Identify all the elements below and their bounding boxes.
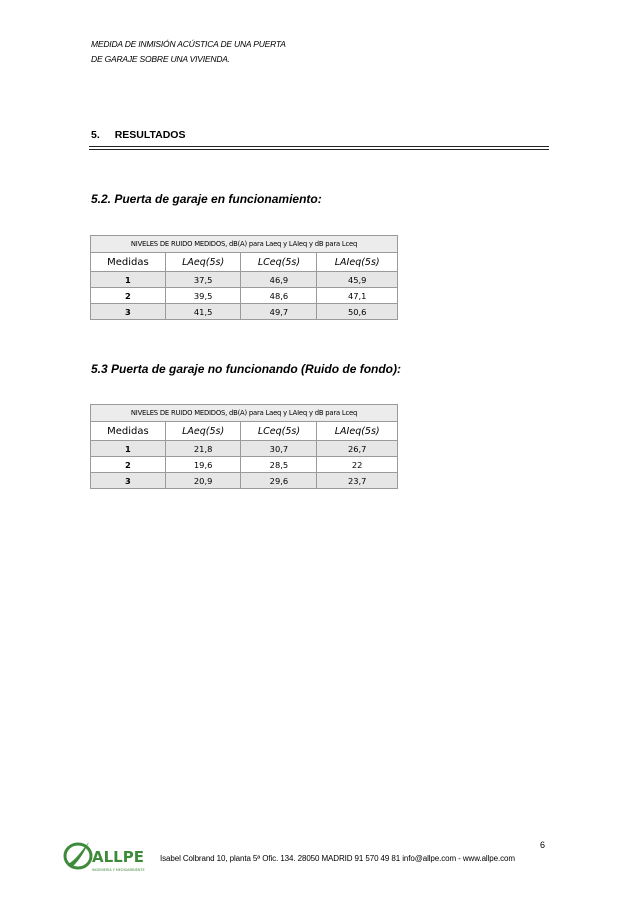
header-title-line-1: MEDIDA DE INMISIÓN ACÚSTICA DE UNA PUERTA xyxy=(91,39,286,49)
footer-contact: Isabel Colbrand 10, planta 5ª Ofic. 134. 28050 MADRID 91 570 49 81 info@allpe.com - www.allpe.com xyxy=(160,854,515,863)
table-cell: 19,6 xyxy=(165,457,241,473)
col-header-laieq: LAIeq(5s) xyxy=(317,422,398,441)
table-row xyxy=(91,473,398,489)
table-cell: 23,7 xyxy=(317,473,398,489)
section-title: RESULTADOS xyxy=(114,129,186,141)
table-cell: 26,7 xyxy=(317,441,398,457)
logo-name: ALLPE xyxy=(92,848,144,866)
col-header-laeq: LAeq(5s) xyxy=(165,422,241,441)
table-caption: NIVELES DE RUIDO MEDIDOS, dB(A) para Laeq y LAIeq y dB para Lceq xyxy=(91,236,398,253)
col-header-laieq: LAIeq(5s) xyxy=(317,253,398,272)
table-cell: 49,7 xyxy=(241,304,317,320)
table-row xyxy=(91,457,398,473)
header-title-line-2: DE GARAJE SOBRE UNA VIVIENDA. xyxy=(91,54,230,64)
table-row xyxy=(91,441,398,457)
section-heading xyxy=(91,129,185,141)
section-number: 5. xyxy=(91,129,100,141)
subsection-heading-background: 5.3 Puerta de garaje no funcionando (Ruido de fondo): xyxy=(91,362,402,376)
allpe-logo xyxy=(62,838,156,876)
table-cell: 20,9 xyxy=(165,473,241,489)
table-cell: 46,9 xyxy=(241,272,317,288)
logo-tagline: INGENIERÍA Y MEDIOAMBIENTE xyxy=(92,868,145,872)
col-header-medidas: Medidas xyxy=(91,422,166,441)
table-cell: 29,6 xyxy=(241,473,317,489)
table-row xyxy=(91,272,398,288)
table-cell: 39,5 xyxy=(165,288,241,304)
col-header-lceq: LCeq(5s) xyxy=(241,253,317,272)
table-cell: 45,9 xyxy=(317,272,398,288)
page-number: 6 xyxy=(540,840,546,850)
table-cell: 3 xyxy=(91,304,166,320)
section-rule-top xyxy=(89,146,549,147)
table-cell: 2 xyxy=(91,288,166,304)
table-cell: 47,1 xyxy=(317,288,398,304)
table-row xyxy=(91,288,398,304)
noise-table-background xyxy=(90,404,398,489)
table-cell: 50,6 xyxy=(317,304,398,320)
table-cell: 41,5 xyxy=(165,304,241,320)
table-cell: 30,7 xyxy=(241,441,317,457)
col-header-medidas: Medidas xyxy=(91,253,166,272)
col-header-laeq: LAeq(5s) xyxy=(165,253,241,272)
table-cell: 2 xyxy=(91,457,166,473)
table-cell: 28,5 xyxy=(241,457,317,473)
table-cell: 22 xyxy=(317,457,398,473)
section-rule-bottom xyxy=(89,149,549,150)
table-cell: 48,6 xyxy=(241,288,317,304)
table-cell: 37,5 xyxy=(165,272,241,288)
col-header-lceq: LCeq(5s) xyxy=(241,422,317,441)
table-caption: NIVELES DE RUIDO MEDIDOS, dB(A) para Laeq y LAIeq y dB para Lceq xyxy=(91,405,398,422)
subsection-heading-working: 5.2. Puerta de garaje en funcionamiento: xyxy=(91,192,322,206)
noise-table-working xyxy=(90,235,398,320)
table-cell: 1 xyxy=(91,441,166,457)
table-cell: 1 xyxy=(91,272,166,288)
table-row xyxy=(91,304,398,320)
table-cell: 3 xyxy=(91,473,166,489)
table-cell: 21,8 xyxy=(165,441,241,457)
